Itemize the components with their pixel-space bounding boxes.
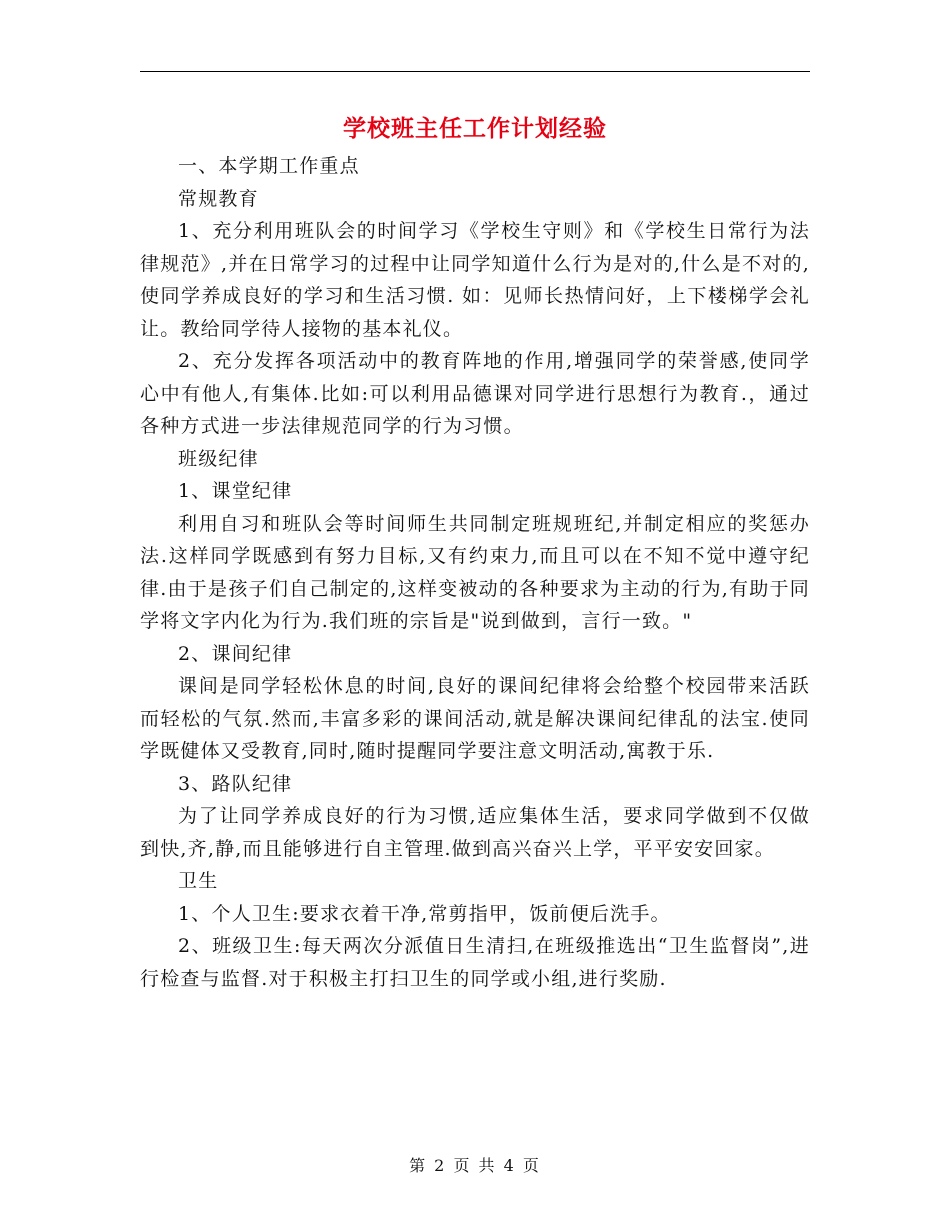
paragraph: 2、课间纪律 — [178, 642, 293, 665]
paragraph: 课间是同学轻松休息的时间,良好的课间纪律将会给整个校园带来活跃而轻松的气氛.然而,丰富多彩的课间活动,就是解决课间纪律乱的法宝.使同学既健体又受教育,同时,随时提醒同学要注意文明活动,寓教于乐. — [140, 675, 810, 762]
paragraph: 3、路队纪律 — [178, 772, 293, 795]
paragraph: 1、个人卫生:要求衣着干净,常剪指甲，饭前便后洗手。 — [178, 902, 671, 925]
paragraph: 2、班级卫生:每天两次分派值日生清扫,在班级推选出“卫生监督岗”,进行检查与监督.对于积极主打扫卫生的同学或小组,进行奖励. — [140, 935, 810, 990]
paragraph: 利用自习和班队会等时间师生共同制定班规班纪,并制定相应的奖惩办法.这样同学既感到有努力目标,又有约束力,而且可以在不知不觉中遵守纪律.由于是孩子们自己制定的,这样变被动的各种要求为主动的行为,有助于同学将文字内化为行为.我们班的宗旨是"说到做到，言行一致。" — [140, 512, 810, 632]
paragraph: 为了让同学养成良好的行为习惯,适应集体生活，要求同学做到不仅做到快,齐,静,而且能够进行自主管理.做到高兴奋兴上学，平平安安回家。 — [140, 805, 810, 860]
paragraph: 一、本学期工作重点 — [178, 155, 360, 177]
paragraph: 卫生 — [178, 870, 219, 892]
document-title: 学校班主任工作计划经验 — [343, 115, 607, 142]
document-body — [140, 150, 810, 995]
paragraph: 1、课堂纪律 — [178, 480, 293, 502]
page-number: 第 2 页 共 4 页 — [409, 1156, 541, 1175]
paragraph: 1、充分利用班队会的时间学习《学校生守则》和《学校生日常行为法律规范》,并在日常学习的过程中让同学知道什么行为是对的,什么是不对的,使同学养成良好的学习和生活习惯. 如：见师长热情问好，上下楼梯学会礼让。教给同学待人接物的基本礼仪。 — [140, 220, 810, 340]
paragraph: 班级纪律 — [178, 447, 259, 470]
header-rule — [140, 71, 810, 72]
paragraph: 常规教育 — [178, 187, 259, 210]
paragraph: 2、充分发挥各项活动中的教育阵地的作用,增强同学的荣誉感,使同学心中有他人,有集体.比如:可以利用品德课对同学进行思想行为教育.，通过各种方式进一步法律规范同学的行为习惯。 — [140, 350, 810, 437]
